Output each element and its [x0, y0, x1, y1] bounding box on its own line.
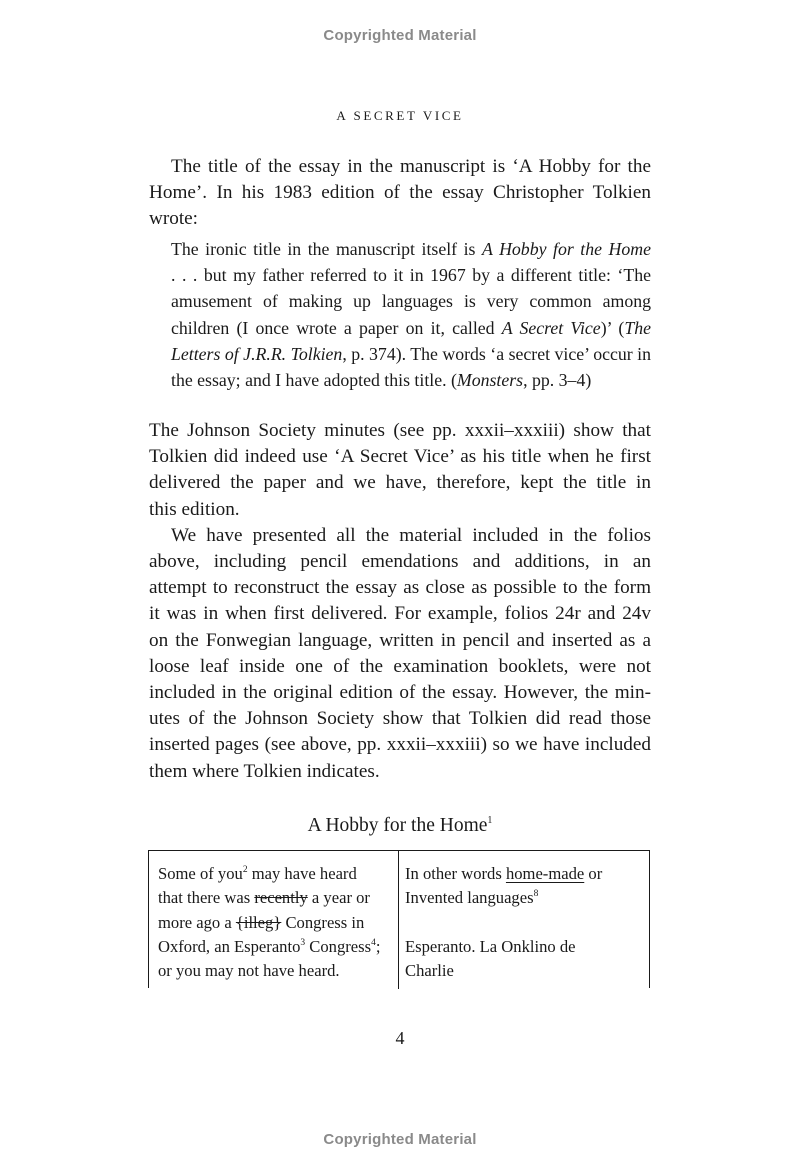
cell-text: or [584, 864, 603, 883]
quote-text: children (I once wrote a paper on it, called [171, 317, 502, 338]
cell-text: that there was [158, 888, 255, 908]
manuscript-table [148, 850, 650, 988]
running-head: A SECRET VICE [336, 108, 464, 123]
struck-text: {illeg} [235, 912, 282, 932]
quote-line [171, 341, 651, 367]
cell-line: or you may not have heard. [158, 961, 340, 981]
text-line: this edition. [149, 498, 240, 520]
text-line: Tolkien did indeed use ‘A Secret Vice’ as his title when he first [149, 446, 651, 468]
cell-spacer [405, 911, 645, 935]
section-title [0, 815, 800, 837]
text-line: included in the original edition of the essay. However, the min- [149, 682, 651, 704]
cell-line [158, 862, 393, 886]
footnote-marker: 2 [242, 865, 248, 875]
text-line: delivered the paper and we have, therefore, kept the title in [149, 472, 651, 494]
watermark-bottom: Copyrighted Material [323, 1131, 477, 1148]
text-line: The title of the essay in the manuscript is ‘A Hobby for the [171, 156, 651, 177]
cell-line [158, 886, 393, 910]
quote-italic: Monsters [456, 370, 524, 391]
cell-text: Congress [305, 936, 372, 956]
page-number: 4 [395, 1028, 405, 1048]
quote-text: )’ ( [600, 317, 625, 338]
table-right-column [405, 862, 645, 983]
cell-line: Charlie [405, 961, 454, 981]
table-left-column [158, 862, 393, 983]
cell-text: Oxford, an Esperanto [158, 936, 301, 956]
cell-line [158, 935, 393, 959]
underlined-text: home-made [505, 864, 585, 883]
cell-line: Esperanto. La Onklino de [405, 936, 576, 956]
text-line: The Johnson Society minutes (see pp. xxxii–xxxiii) show that [149, 420, 651, 441]
quote-text: the essay; and I have adopted this title. ( [171, 370, 457, 391]
footnote-marker: 3 [300, 937, 306, 948]
footnote-marker: 4 [371, 937, 376, 948]
quote-italic: A Secret Vice [501, 317, 601, 338]
footnote-marker: 1 [487, 815, 493, 826]
text-line: inserted pages (see above, pp. xxxii–xxxiii) so we have included [149, 734, 651, 756]
quote-line [171, 367, 651, 393]
cell-line [158, 911, 393, 935]
block-quote [171, 236, 651, 393]
cell-line [405, 862, 645, 886]
paragraphs-main [149, 418, 651, 785]
cell-text: more ago a [158, 912, 236, 932]
quote-text: , pp. 3–4) [523, 370, 592, 391]
cell-line [405, 886, 645, 910]
text-line: Home’. In his 1983 edition of the essay Christopher Tolkien wrote: [149, 182, 651, 230]
quote-text: The ironic title in the manuscript itself is [171, 239, 482, 259]
quote-line [171, 315, 651, 341]
cell-text: ; [375, 936, 381, 956]
text-line: We have presented all the material included in the folios [171, 524, 651, 546]
watermark-top: Copyrighted Material [323, 27, 477, 44]
cell-text: Invented languages [405, 888, 534, 908]
paragraph-intro [149, 154, 651, 233]
text-line: them where Tolkien indicates. [149, 760, 380, 782]
quote-line [171, 236, 651, 262]
quote-text: , p. 374). The words ‘a secret vice’ occur in [342, 343, 652, 364]
cell-text: Some of you [158, 864, 243, 883]
text-line: it was in when first delivered. For example, folios 24r and 24v [149, 603, 651, 625]
quote-italic: A Hobby for the Home [482, 239, 652, 259]
cell-text: In other words [405, 864, 506, 883]
quote-line: . . . but my father referred to it in 1967 by a different title: ‘The [171, 265, 651, 286]
cell-text: a year or [307, 888, 370, 908]
cell-text: may have heard [247, 864, 357, 883]
column-divider [398, 851, 399, 989]
footnote-marker: 8 [533, 889, 539, 900]
text-line: on the Fonwegian language, written in pencil and inserted as a [149, 629, 651, 651]
text-line: loose leaf inside one of the examination booklets, were not [149, 655, 651, 677]
section-title-text: A Hobby for the Home [307, 815, 488, 836]
quote-italic: Letters of J.R.R. Tolkien [171, 343, 343, 364]
quote-line: amusement of making up languages is very common among [171, 291, 651, 312]
struck-text: recently [254, 888, 308, 908]
text-line: utes of the Johnson Society show that Tolkien did read those [149, 708, 651, 730]
text-line: attempt to reconstruct the essay as close as possible to the form [149, 577, 651, 599]
cell-text: Congress in [281, 912, 365, 932]
quote-italic: The [624, 317, 652, 338]
text-line: above, including pencil emendations and additions, in an [149, 551, 651, 573]
